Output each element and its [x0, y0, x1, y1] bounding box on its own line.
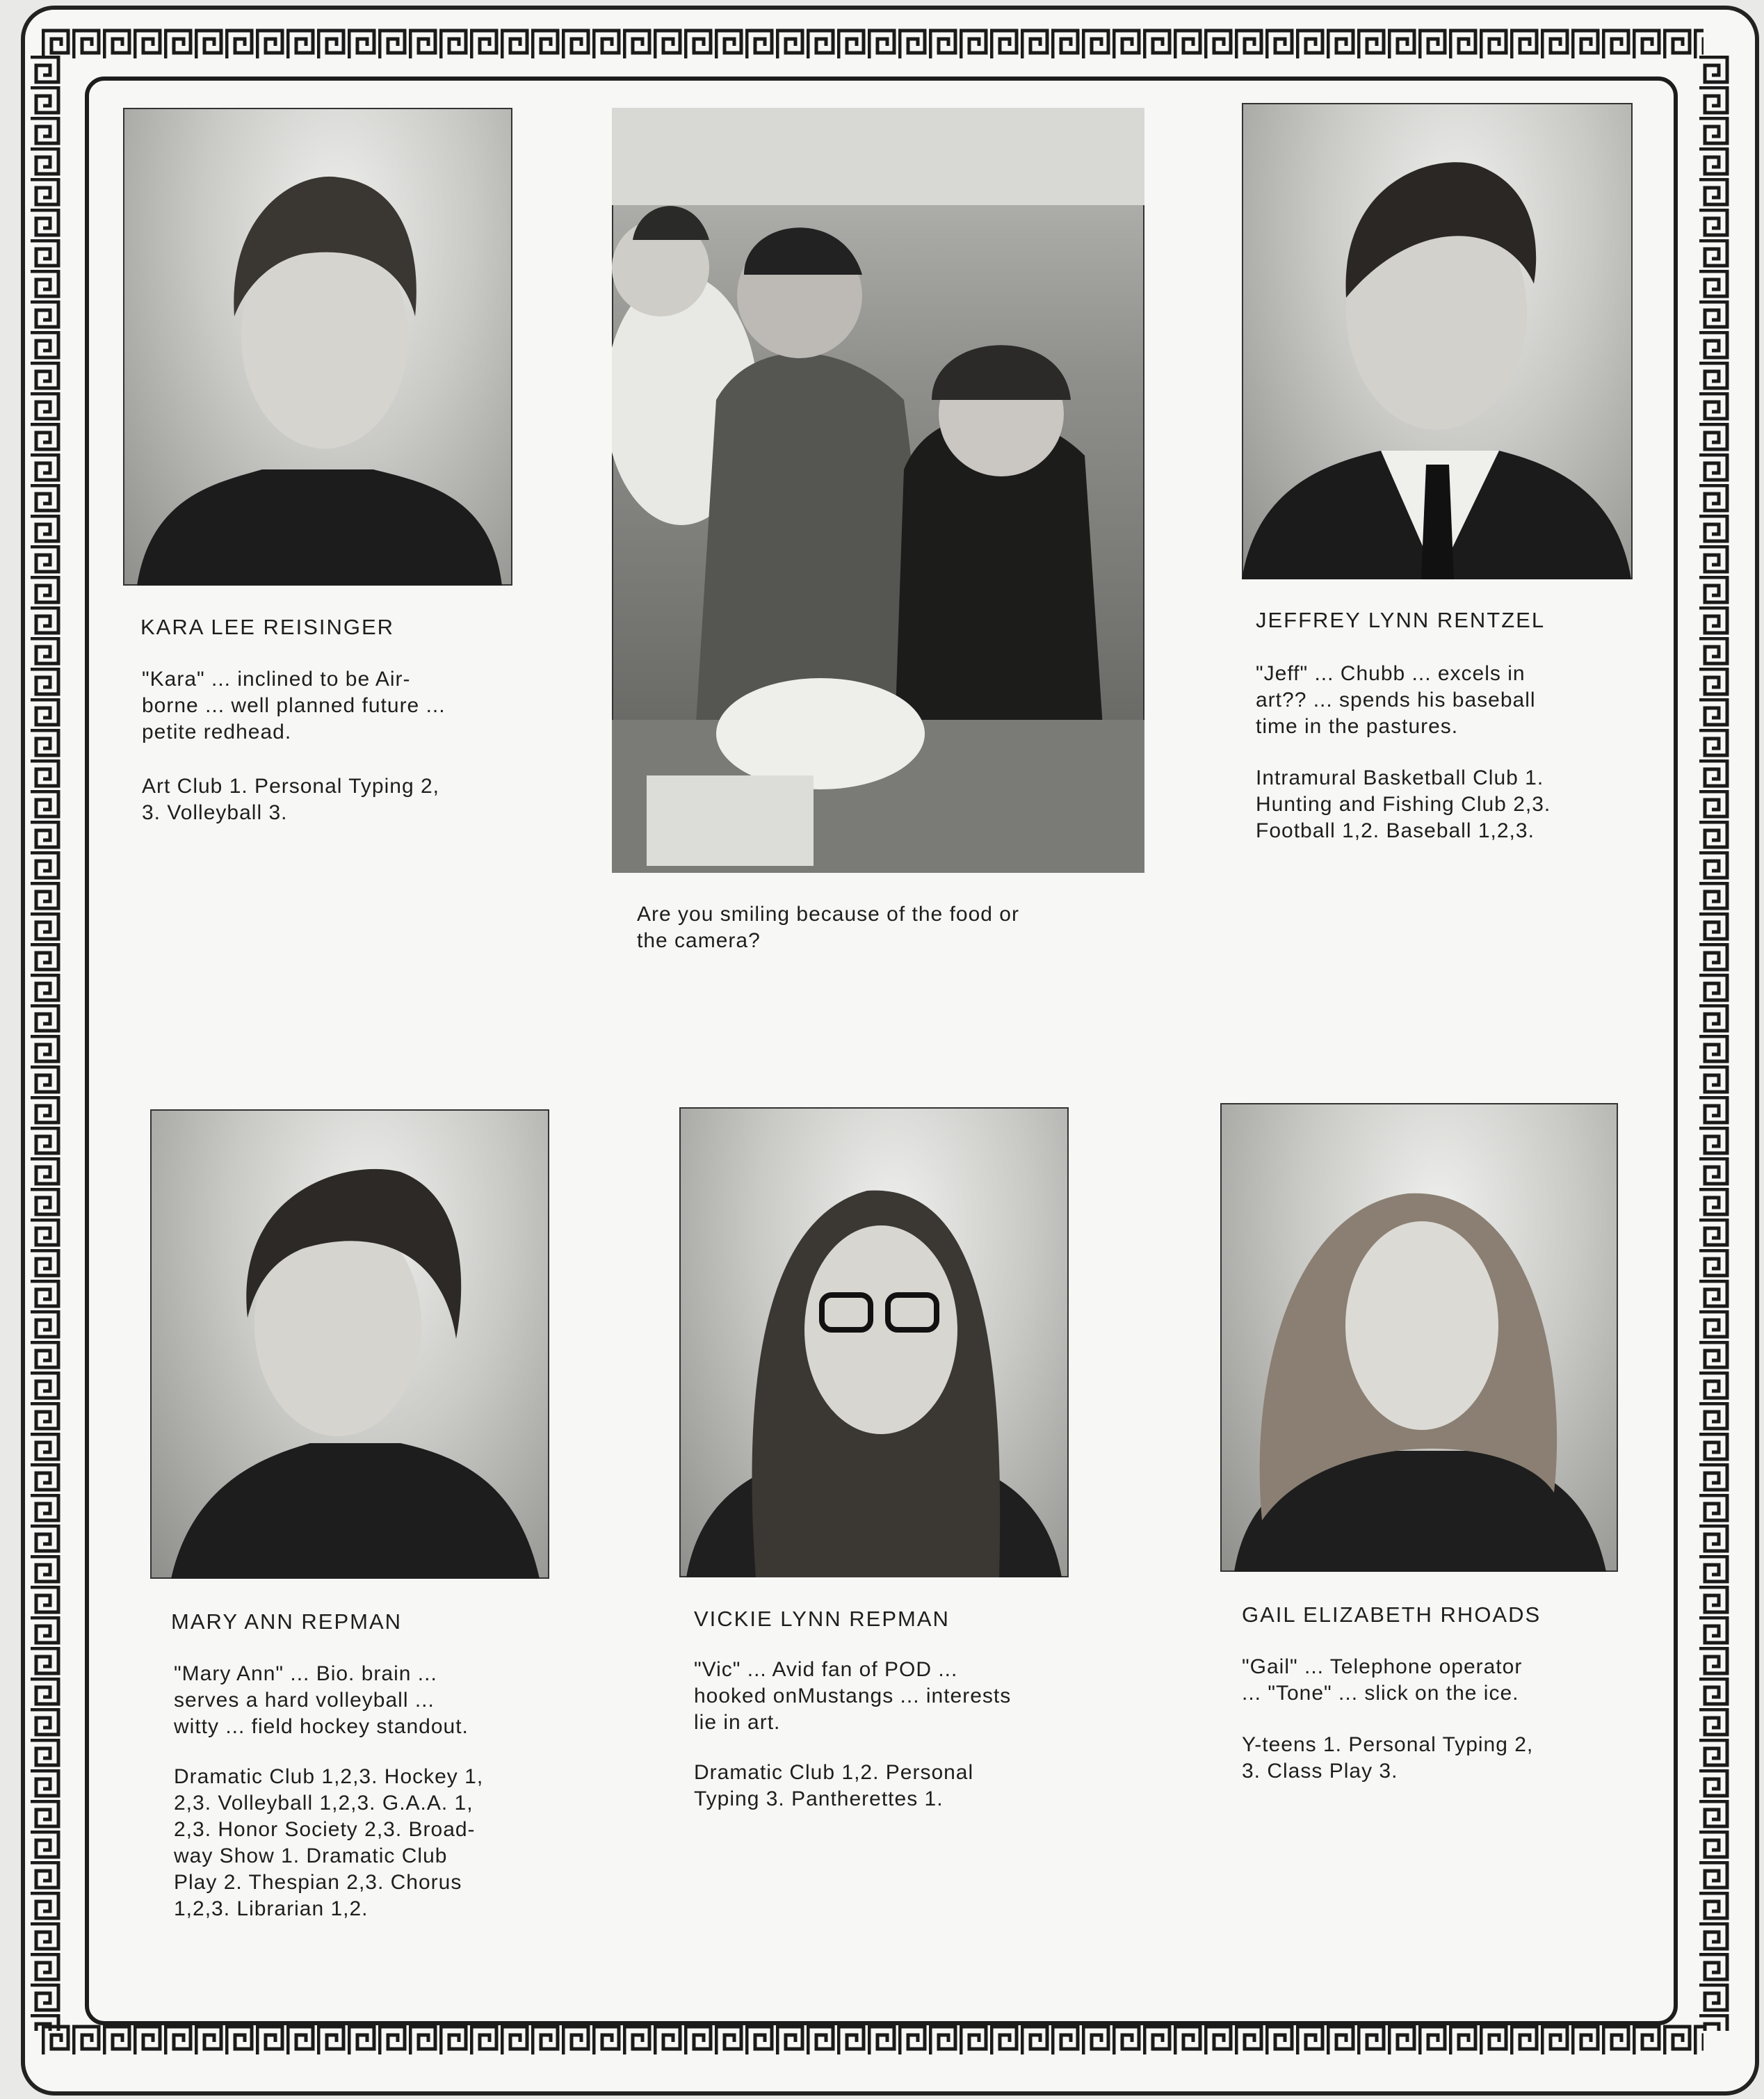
- greek-key-border-left: [28, 56, 61, 2031]
- portrait-silhouette-icon: [1242, 103, 1633, 579]
- student-name: JEFFREY LYNN RENTZEL: [1256, 608, 1546, 632]
- portrait-photo-kara: [123, 108, 512, 586]
- student-quote: "Vic" ... Avid fan of POD ... hooked onMustangs ... interests lie in art.: [694, 1658, 1012, 1734]
- student-activities: Dramatic Club 1,2,3. Hockey 1, 2,3. Volleyball 1,2,3. G.A.A. 1, 2,3. Honor Society 2,3. Broad- way Show 1. Dramatic Club Play 2. Thespian 2,3. Chorus 1,2,3. Librarian 1,2.: [174, 1765, 484, 1920]
- student-name: GAIL ELIZABETH RHOADS: [1242, 1602, 1542, 1627]
- student-quote: "Jeff" ... Chubb ... excels in art?? ... spends his baseball time in the pastures.: [1256, 662, 1536, 738]
- student-activities: Intramural Basketball Club 1. Hunting and Fishing Club 2,3. Football 1,2. Baseball 1,2,3.: [1256, 766, 1551, 842]
- student-quote: "Mary Ann" ... Bio. brain ... serves a hard volleyball ... witty ... field hockey standout.: [174, 1662, 469, 1738]
- portrait-silhouette-icon: [1220, 1103, 1618, 1572]
- cafeteria-scene-icon: [612, 108, 1144, 873]
- student-activities: Art Club 1. Personal Typing 2, 3. Volleyball 3.: [142, 775, 439, 824]
- portrait-silhouette-icon: [123, 108, 512, 586]
- portrait-silhouette-icon: [150, 1109, 549, 1579]
- portrait-silhouette-icon: [679, 1107, 1069, 1577]
- greek-key-border-right: [1697, 56, 1730, 2031]
- student-quote: "Gail" ... Telephone operator ... "Tone" ... slick on the ice.: [1242, 1655, 1523, 1705]
- student-name: KARA LEE REISINGER: [140, 615, 395, 639]
- greek-key-border-bottom: [42, 2024, 1704, 2057]
- candid-photo-caption: Are you smiling because of the food or the camera?: [637, 903, 1019, 952]
- student-name: VICKIE LYNN REPMAN: [694, 1607, 950, 1631]
- portrait-photo-gail: [1220, 1103, 1618, 1572]
- portrait-photo-vickie: [679, 1107, 1069, 1577]
- candid-cafeteria-photo: [612, 108, 1144, 873]
- student-activities: Dramatic Club 1,2. Personal Typing 3. Pantherettes 1.: [694, 1761, 974, 1810]
- portrait-photo-mary-ann: [150, 1109, 549, 1579]
- portrait-photo-jeffrey: [1242, 103, 1633, 579]
- student-activities: Y-teens 1. Personal Typing 2, 3. Class Play 3.: [1242, 1733, 1534, 1783]
- student-quote: "Kara" ... inclined to be Air- borne ... well planned future ... petite redhead.: [142, 668, 446, 743]
- greek-key-border-top: [42, 28, 1704, 61]
- student-name: MARY ANN REPMAN: [171, 1609, 403, 1634]
